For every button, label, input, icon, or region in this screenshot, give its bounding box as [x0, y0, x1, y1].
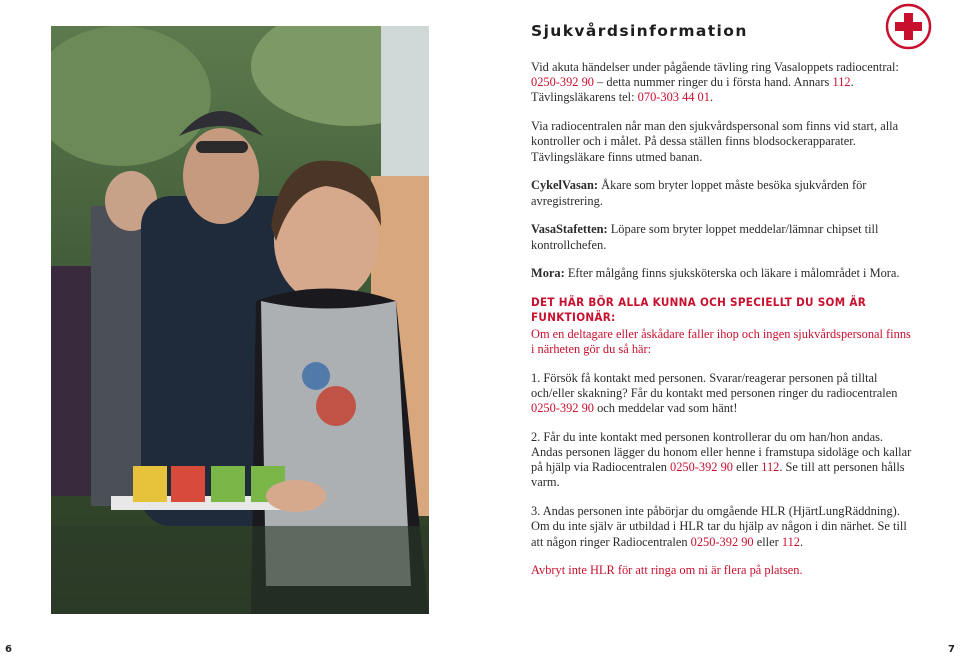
vasastafetten-paragraph: VasaStafetten: Löpare som bryter loppet meddelar/lämnar chipset till kontrollchefen. [531, 222, 879, 252]
page-number-left: 6 [5, 644, 12, 655]
volunteer-photo [51, 26, 429, 614]
mora-paragraph: Mora: Efter målgång finns sjuksköterska och läkare i målområdet i Mora. [531, 266, 900, 281]
step-2: 2. Får du inte kontakt med personen kontrollerar du om han/hon andas. Andas personen lägger du honom eller henne i framstupa sidoläge och kallar på hjälp via Radiocentralen 0250-392 90 eller 112. Se till att personen hålls varm. [531, 429, 912, 490]
section-title: Sjukvårdsinformation [531, 22, 748, 40]
cykelvasan-paragraph: CykelVasan: Åkare som bryter loppet måste besöka sjukvården för avregistrering. [531, 178, 867, 208]
step-1: 1. Försök få kontakt med personen. Svarar/reagerar personen på tilltal och/eller skakning? Får du kontakt med personen ringer du radiocentralen 0250-392 90 och meddelar vad som hänt! [531, 370, 898, 416]
radiocentral-phone: 0250-392 90 [531, 75, 594, 90]
closing-note: Avbryt inte HLR för att ringa om ni är flera på platsen. [531, 563, 803, 578]
intro-paragraph: Vid akuta händelser under pågående tävling ring Vasaloppets radiocentral: 0250-392 90 – detta nummer ringer du i första hand. Annars 112. Tävlingsläkarens tel: 070-303 44 01. [531, 60, 899, 105]
red-cross-icon [885, 3, 932, 50]
functionary-heading: DET HÄR BÖR ALLA KUNNA OCH SPECIELLT DU SOM ÄR FUNKTIONÄR: [531, 295, 867, 325]
functionary-intro: Om en deltagare eller åskådare faller ihop och ingen sjukvårdspersonal finns i närheten gör du så här: [531, 326, 911, 356]
step-3: 3. Andas personen inte påbörjar du omgående HLR (HjärtLungRäddning). Om du inte själv är utbildad i HLR tar du hjälp av någon i din närhet. Se till att någon ringer Radiocentralen 0250-392 90 eller 112. [531, 504, 907, 549]
page-number-right: 7 [948, 644, 955, 655]
radiocentral-paragraph: Via radiocentralen når man den sjukvårdspersonal som finns vid start, alla kontroller och i målet. På dessa ställen finns blodsockerapparater. Tävlingsläkare finns utmed banan. [531, 119, 899, 164]
info-column [531, 60, 916, 592]
mora-label: Mora: [531, 266, 565, 281]
vasastafetten-label: VasaStafetten: [531, 222, 608, 237]
doctor-phone: 070-303 44 01 [637, 90, 710, 105]
emergency-number: 112 [832, 75, 851, 90]
cykelvasan-label: CykelVasan: [531, 178, 599, 193]
